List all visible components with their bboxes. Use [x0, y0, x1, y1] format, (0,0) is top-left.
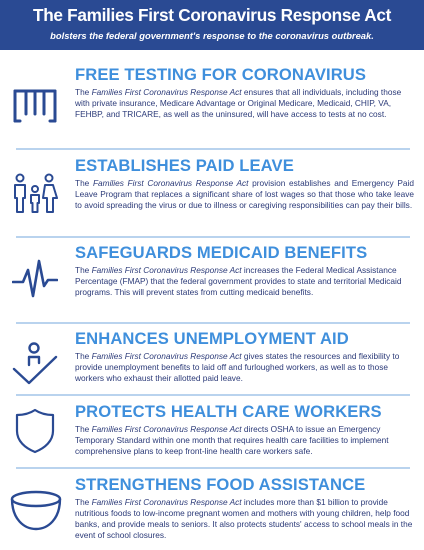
- section-heading: ENHANCES UNEMPLOYMENT AID: [75, 329, 349, 348]
- heartbeat-icon: [12, 256, 58, 302]
- page-subtitle: bolsters the federal government's response to the coronavirus outbreak.: [50, 30, 374, 41]
- section-body: The Families First Coronavirus Response Act includes more than $1 billion to provide nutritious foods to low-income pregnant women and mothers with young children, help food banks, and provide meals to seniors. It also protects students' access to school meals in the event of school closures.: [75, 497, 413, 540]
- divider: [16, 148, 410, 150]
- section-heading: SAFEGUARDS MEDICAID BENEFITS: [75, 243, 368, 262]
- divider: [16, 236, 410, 238]
- page-title: The Families First Coronavirus Response Act: [33, 5, 391, 25]
- divider: [16, 394, 410, 396]
- section-heading: FREE TESTING FOR CORONAVIRUS: [75, 65, 367, 84]
- section-body: The Families First Coronavirus Response Act increases the Federal Medical Assistance Percentage (FMAP) that the federal government provides to state and territorial Medicaid programs. This will prevent states from cutting medicaid benefits.: [75, 265, 402, 297]
- divider: [16, 467, 410, 469]
- divider: [16, 322, 410, 324]
- test-tubes-icon: [12, 81, 58, 127]
- section-heading: PROTECTS HEALTH CARE WORKERS: [75, 402, 382, 421]
- section-body: The Families First Coronavirus Response Act ensures that all individuals, including those with private insurance, Medicare Advantage or Original Medicare, Medicaid, CHIP, VA, FEHBP, and TRICARE, as well as the uninsured, will have access to tests at no cost.: [75, 87, 402, 119]
- section-body: The Families First Coronavirus Response Act provision establishes and Emergency Paid Leave Program that replaces a significant share of lost wages so that those who take leave to avoid spreading the virus or due to illness or caregiving responsibilities can pay their bills.: [75, 178, 414, 210]
- person-check-icon: [12, 341, 58, 387]
- section-body: The Families First Coronavirus Response Act directs OSHA to issue an Emergency Temporary Standard within one month that requires health care facilities to implement comprehensive plans to keep front-line health care workers safe.: [75, 424, 389, 456]
- section-heading: STRENGTHENS FOOD ASSISTANCE: [75, 475, 366, 494]
- header-banner: [0, 0, 424, 50]
- bowl-icon: [10, 487, 62, 533]
- section-body: The Families First Coronavirus Response Act gives states the resources and flexibility to provide unemployment benefits to laid off and furloughed workers, as well as to those workers who exhaust their allotted paid leave.: [75, 351, 400, 383]
- section-heading: ESTABLISHES PAID LEAVE: [75, 156, 294, 175]
- shield-icon: [12, 408, 58, 454]
- family-icon: [12, 170, 58, 216]
